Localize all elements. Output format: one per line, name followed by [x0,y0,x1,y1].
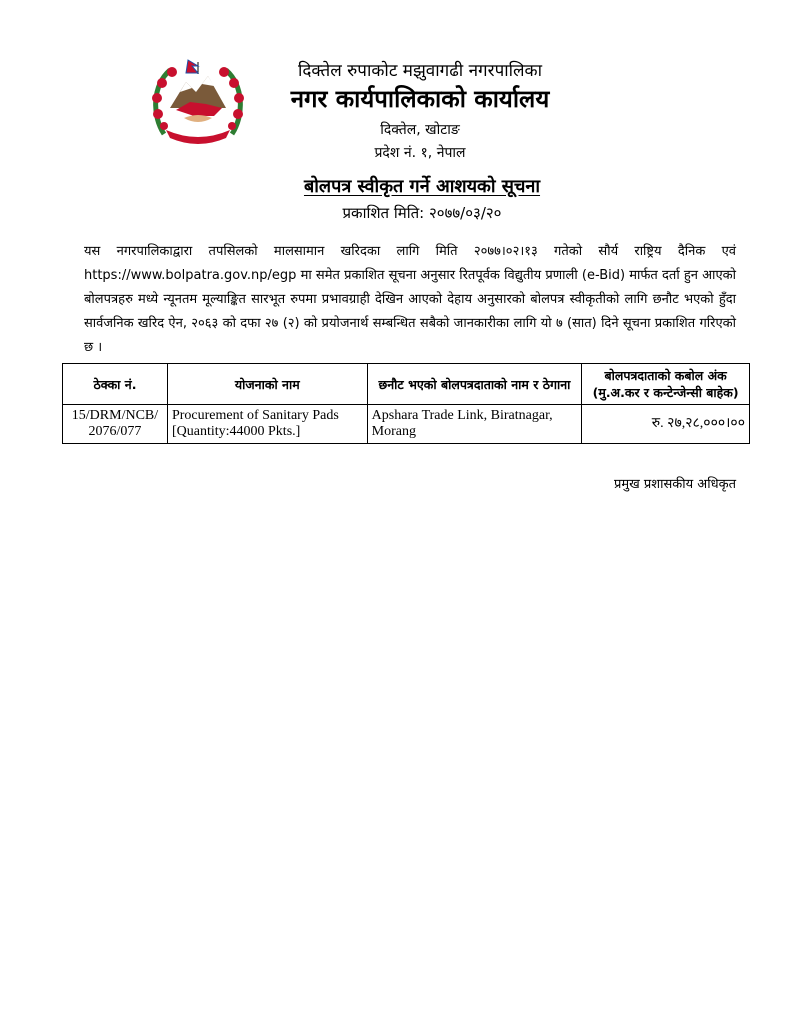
bid-amount: रु. २७,२८,०००।०० [582,405,750,444]
project-name: Procurement of Sanitary Pads [Quantity:44000 Pkts.] [167,405,367,444]
col-header-bidder: छनौट भएको बोलपत्रदाताको नाम र ठेगाना [367,364,582,405]
notice-title-text: बोलपत्र स्वीकृत गर्ने आशयको सूचना [303,176,541,197]
notice-title [22,174,800,198]
table-row [63,405,750,444]
col-header-contract-no: ठेक्का नं. [63,364,168,405]
notice-body: यस नगरपालिकाद्वारा तपसिलको मालसामान खरिदका लागि मिति २०७७।०२।१३ गतेको सौर्य राष्ट्रिय दैनिक एवं https://www.bolpatra.gov.np/egp मा समेत प्रकाशित सूचना अनुसार रितपूर्वक विद्युतीय प्रणाली (e-Bid) मार्फत दर्ता हुन आएको बोलपत्रहरु मध्ये न्यूनतम मूल्याङ्कित सारभूत रुपमा प्रभावग्राही देखिन आएको देहाय अनुसारको बोलपत्र स्वीकृतीको लागि छनौट भएको हुँदा सार्वजनिक खरिद ऐन, २०६३ को दफा २७ (२) को प्रयोजनार्थ सम्बन्धित सबैको जानकारीका लागि यो ७ (सात) दिने सूचना प्रकाशित गरिएको छ । [84,244,736,355]
municipality-name: दिक्तेल रुपाकोट मझुवागढी नगरपालिका [297,61,543,81]
col-header-project: योजनाको नाम [167,364,367,405]
office-title: नगर कार्यपालिकाको कार्यालय [290,85,550,113]
bid-table [62,363,750,444]
province-line: प्रदेश नं. १, नेपाल [374,145,466,161]
contract-no: 15/DRM/NCB/ 2076/077 [63,405,168,444]
office-address: दिक्तेल, खोटाङ [380,122,460,138]
table-header-row [63,364,750,405]
col-header-amount: बोलपत्रदाताको कबोल अंक (मु.अ.कर र कन्टेन्जेन्सी बाहेक) [582,364,750,405]
published-date: प्रकाशित मिति: २०७७/०३/२० [342,204,502,222]
bidder-name: Apshara Trade Link, Biratnagar, Morang [367,405,582,444]
signature: प्रमुख प्रशासकीय अधिकृत [613,477,736,492]
